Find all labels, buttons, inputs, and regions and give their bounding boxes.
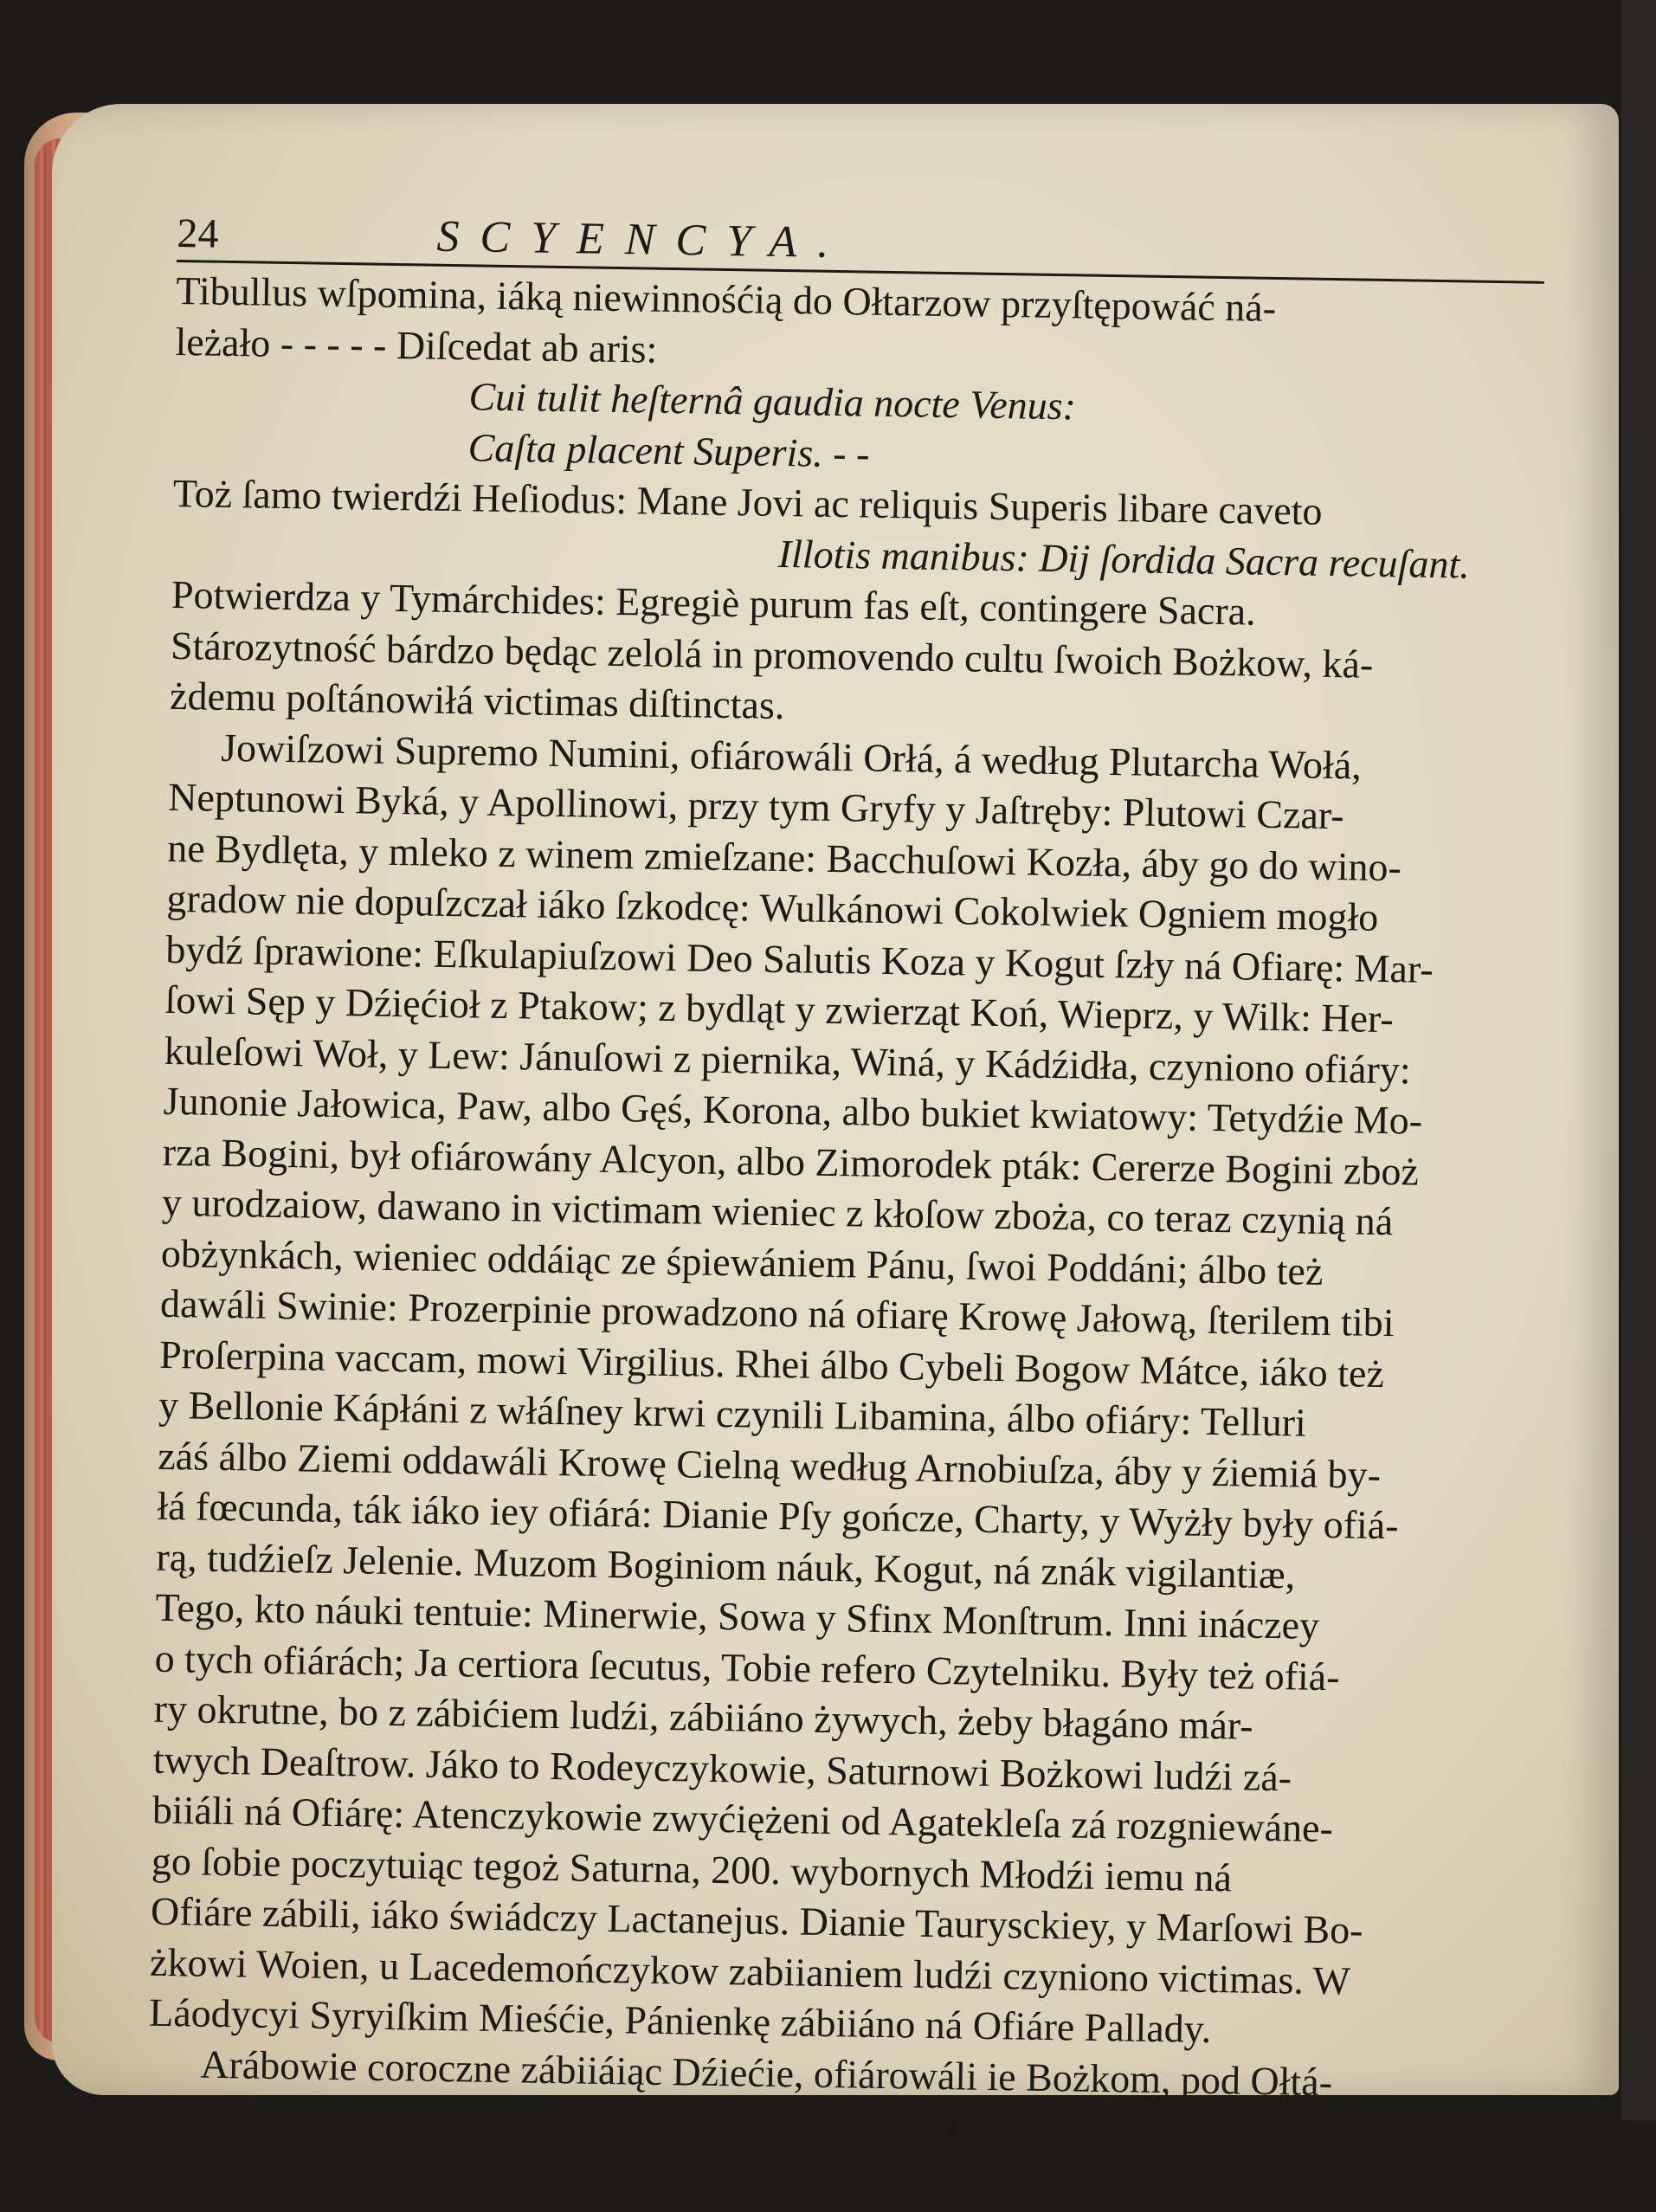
page-text xyxy=(146,208,1545,2212)
text-line: Tibullus wſpomina, iáką niewinnośćią do Ołtarzow przyſtępowáć ná- xyxy=(176,268,1277,330)
text-line: y urodzaiow, dawano in victimam wieniec z kłoſow zboża, co teraz czynią ná xyxy=(161,1179,1394,1244)
text-line: gradow nie dopuſzczał iáko ſzkodcę: Wulkánowi Cokolwiek Ogniem mogło xyxy=(166,875,1379,939)
text-line: łá fœcunda, ták iáko iey ofiárá: Dianie Pſy gończe, Charty, y Wyżły były ofiá- xyxy=(157,1483,1399,1548)
text-line: Arábowie coroczne zábiiáiąc Dźiećie, ofiárowáli ie Bożkom, pod Ołtá- xyxy=(199,2041,1333,2104)
catchword: SWIĘ- xyxy=(1369,2161,1480,2208)
text-line: Junonie Jałowica, Paw, albo Gęś, Korona, albo bukiet kwiatowy: Tetydźie Mo- xyxy=(163,1078,1423,1143)
running-title: SCYENCYA. xyxy=(436,211,850,268)
text-line: Láodycyi Syryiſkim Mieśćie, Pánienkę zábiiáno ná Ofiáre Pallady. xyxy=(148,1990,1212,2052)
text-line: leżało - - - - - Diſcedat ab aris: xyxy=(175,319,658,371)
text-line: żkowi Woien, u Lacedemończykow zabiianiem ludźi czyniono victimas. W xyxy=(149,1939,1351,2003)
background-edge xyxy=(1621,0,1656,2120)
text-line: żdemu poſtánowiłá victimas diſtinctas. xyxy=(169,673,785,728)
text-line: Cui tulit heſternâ gaudia nocte Venus: xyxy=(468,374,1077,429)
text-line: kuleſowi Woł, y Lew: Jánuſowi z piernika, Winá, y Kádźidła, czyniono ofiáry: xyxy=(164,1028,1412,1092)
text-line: biiáli ná Ofiárę: Atenczykowie zwyćiężeni od Agatekleſa zá rozgniewáne- xyxy=(151,1787,1334,1851)
text-line: dawáli Swinie: Prozerpinie prowadzono ná ofiarę Krowę Jałową, ſterilem tibi xyxy=(159,1280,1395,1345)
text-line: rzem grzebiąc. Aryſtomenes Miſſenius 200. ludźi trupem położył ná Ofiárę xyxy=(147,2091,1339,2155)
text-line: bydź ſprawione: Eſkulapiuſzowi Deo Salutis Koza y Kogut ſzły ná Ofiarę: Mar- xyxy=(165,926,1434,991)
text-line: Jowiſzowi Supremo Numini, ofiárowáli Orłá, á według Plutarcha Wołá, xyxy=(220,725,1363,788)
text-line: rza Bogini, był ofiárowány Alcyon, albo Zimorodek pták: Cererze Bogini zboż xyxy=(162,1129,1420,1194)
text-line: ſowi Sęp y Dźięćioł z Ptakow; z bydląt y zwierząt Koń, Wieprz, y Wilk: Her- xyxy=(164,977,1395,1042)
text-line: Caſta placent Superis. - - xyxy=(467,424,870,476)
page-number: 24 xyxy=(177,210,219,257)
text-line: Tego, kto náuki tentuie: Minerwie, Sowa y Sfinx Monſtrum. Inni ináczey xyxy=(155,1584,1320,1648)
text-line: záś álbo Ziemi oddawáli Krowę Cielną według Arnobiuſza, áby y źiemiá by- xyxy=(157,1433,1382,1497)
text-line: ry okrutne, bo z zábićiem ludźi, zábiiáno żywych, żeby błagáno már- xyxy=(153,1686,1253,1748)
text-line: twych Deaſtrow. Jáko to Rodeyczykowie, Saturnowi Bożkowi ludźi zá- xyxy=(152,1737,1292,1799)
text-line: go ſobie poczytuiąc tegoż Saturna, 200. wybornych Młodźi iemu ná xyxy=(151,1838,1233,1899)
text-line: rą, tudźieſz Jelenie. Muzom Boginiom náuk, Kogut, ná znák vigilantiæ, xyxy=(156,1534,1296,1596)
text-line: Proſerpina vaccam, mowi Virgilius. Rhei álbo Cybeli Bogow Mátce, iáko też xyxy=(158,1332,1385,1396)
text-line: Toż ſamo twierdźi Heſiodus: Mane Jovi ac reliquis Superis libare caveto xyxy=(172,470,1323,533)
text-line: y Bellonie Kápłáni z włáſney krwi czynili Libamina, álbo ofiáry: Telluri xyxy=(158,1382,1307,1445)
text-line: obżynkách, wieniec oddáiąc ze śpiewániem Pánu, ſwoi Poddáni; álbo też xyxy=(160,1230,1324,1293)
text-line: o tych ofiárách; Ja certiora ſecutus, Tobie refero Czytelniku. Były też ofiá- xyxy=(154,1635,1340,1699)
last-line: Jowiſza. Teſte Raviſio, &c. xyxy=(146,2142,573,2193)
text-line: Ofiáre zábili, iáko świádczy Lactanejus. Dianie Taurysckiey, y Marſowi Bo- xyxy=(150,1888,1363,1952)
text-line: Neptunowi Byká, y Apollinowi, przy tym Gryfy y Jaſtręby: Plutowi Czar- xyxy=(167,774,1345,838)
text-line: Potwierdza y Tymárchides: Egregiè purum fas eſt, contingere Sacra. xyxy=(171,571,1257,634)
text-line: ne Bydlęta, y mleko z winem zmieſzane: Bacchuſowi Kozła, áby go do wino- xyxy=(166,825,1402,889)
text-line: Stározytność bárdzo będąc zelolá in promovendo cultu ſwoich Bożkow, ká- xyxy=(170,622,1374,687)
text-line: Illotis manibus: Dij ſordida Sacra recuſant. xyxy=(777,531,1471,586)
